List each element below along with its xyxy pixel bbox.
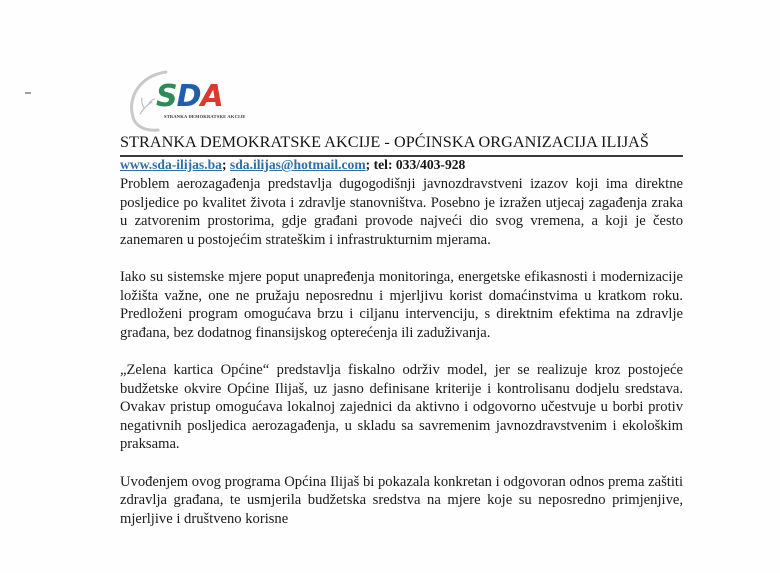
logo-subtitle: STRANKA DEMOKRATSKE AKCIJE [164, 114, 246, 119]
contact-separator: ; [365, 157, 374, 172]
document-body [120, 175, 683, 547]
paragraph-green-card: „Zelena kartica Općine“ predstavlja fiskalno održiv model, jer se realizuje kroz postojeće budžetske okvire Općine Ilijaš, uz jasno definisane kriterije i kontrolisanu dodjelu sredstava. Ovakav pristup omogućava lokalnoj zajednici da aktivno i odgovorno učestvuje u borbi protiv negativnih posljedica aerozagađenja, u skladu sa savremenim javnozdravstvenim i ekološkim praksama. [120, 361, 683, 453]
scan-artifact-mark [25, 92, 31, 94]
logo-letter-s: S [156, 79, 177, 114]
organization-title: STRANKA DEMOKRATSKE AKCIJE - OPĆINSKA ORGANIZACIJA ILIJAŠ [120, 133, 649, 151]
paragraph-problem: Problem aerozagađenja predstavlja dugogodišnji javnozdravstveni izazov koji ima direktne posljedice po kvalitet života i zdravlje stanovništva. Posebno je izražen utjecaj zagađenja zraka u zatvorenim prostorima, gdje građani provode najveći dio svog vremena, a koji je često zanemaren u postojećim strateškim i infrastrukturnim mjerama. [120, 176, 683, 248]
contact-separator: ; [221, 157, 230, 172]
sda-logo [128, 70, 278, 132]
logo-wordmark [156, 79, 223, 114]
paragraph-conclusion: Uvođenjem ovog programa Općina Ilijaš bi pokazala konkretan i odgovoran odnos prema zaštiti zdravlja građana, te usmjerila budžetska sredstva na mjere koje su neposredno primjenjive, mjerljive i društveno korisne [120, 473, 683, 527]
phone-number: tel: 033/403-928 [373, 157, 466, 172]
contact-line [120, 157, 465, 173]
logo-letter-a: A [200, 79, 223, 114]
email-link[interactable]: sda.ilijas@hotmail.com [229, 157, 366, 172]
logo-letter-d: D [176, 79, 201, 114]
paragraph-measures: Iako su sistemske mjere poput unapređenja monitoringa, energetske efikasnosti i modernizacije ložišta važne, one ne pružaju neposrednu i mjerljivu korist domaćinstvima u kratkom roku. Predloženi program omogućava brzu i ciljanu intervenciju, s direktnim efektima na zdravlje građana, bez dodatnog finansijskog opterećenja ili zaduživanja. [120, 268, 683, 341]
website-link[interactable]: www.sda-ilijas.ba [120, 157, 222, 172]
